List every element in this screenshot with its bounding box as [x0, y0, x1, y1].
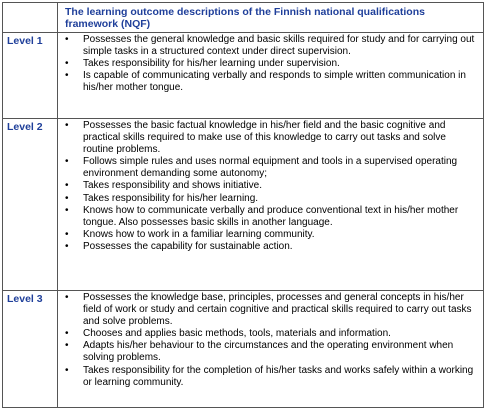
bullet-icon: • — [65, 340, 69, 352]
bullet-icon: • — [65, 34, 69, 45]
list-item: • Possesses the general knowledge and basic skills required for study and for carrying out simple tasks in a structured context under direct supervision. — [65, 34, 475, 58]
bullet-icon: • — [65, 156, 69, 168]
table-title: The learning outcome descriptions of the Finnish national qualifications framework (NQF) — [65, 6, 425, 30]
level-label: Level 1 — [7, 35, 43, 47]
list-item: • Adapts his/her behaviour to the circumstances and the operating environment when solving problems. — [65, 340, 454, 364]
bullet-icon: • — [65, 70, 69, 82]
bullet-icon: • — [65, 58, 69, 70]
list-item: • Possesses the basic factual knowledge in his/her field and the basic cognitive and practical skills required to make use of this knowledge to carry out tasks and solve routine problems. — [65, 120, 446, 156]
list-item: • Knows how to work in a familiar learning community. — [65, 228, 315, 240]
nqf-table — [2, 2, 484, 408]
table-header-row — [3, 3, 483, 33]
list-item: • Takes responsibility and shows initiative. — [65, 180, 262, 192]
level-label: Level 2 — [7, 121, 43, 133]
level-3-row — [3, 291, 483, 407]
list-item: • Knows how to communicate verbally and produce conventional text in his/her mother tongue. Also possesses basic skills in another language. — [65, 204, 459, 228]
bullet-icon: • — [65, 180, 69, 192]
list-item: • Takes responsibility for his/her learning. — [65, 192, 259, 204]
list-item: • Possesses the knowledge base, principles, processes and general concepts in his/her field of work or study and certain cognitive and practical skills required to carry out tasks and solve problems. — [65, 292, 472, 328]
bullet-icon: • — [65, 328, 69, 340]
list-item: • Follows simple rules and uses normal equipment and tools in a supervised operating environment demanding some autonomy; — [65, 156, 458, 180]
level-label: Level 3 — [7, 293, 43, 305]
level-2-outcomes — [63, 120, 477, 253]
list-item: • Chooses and applies basic methods, tools, materials and information. — [65, 328, 391, 340]
list-item: • Takes responsibility for the completion of his/her tasks and works safely within a working or learning community. — [65, 364, 474, 388]
level-2-row — [3, 119, 483, 291]
bullet-icon: • — [65, 292, 69, 303]
list-item: • Is capable of communicating verbally and responds to simple written communication in his/her mother tongue. — [65, 70, 466, 94]
list-item: • Takes responsibility for his/her learning under supervision. — [65, 58, 340, 70]
list-item: • Possesses the capability for sustainable action. — [65, 240, 293, 252]
level-1-outcomes — [63, 34, 477, 94]
bullet-icon: • — [65, 228, 69, 240]
bullet-icon: • — [65, 120, 69, 131]
bullet-icon: • — [65, 364, 69, 376]
level-1-row — [3, 33, 483, 119]
bullet-icon: • — [65, 204, 69, 216]
level-3-outcomes — [63, 292, 477, 389]
bullet-icon: • — [65, 240, 69, 252]
bullet-icon: • — [65, 192, 69, 204]
